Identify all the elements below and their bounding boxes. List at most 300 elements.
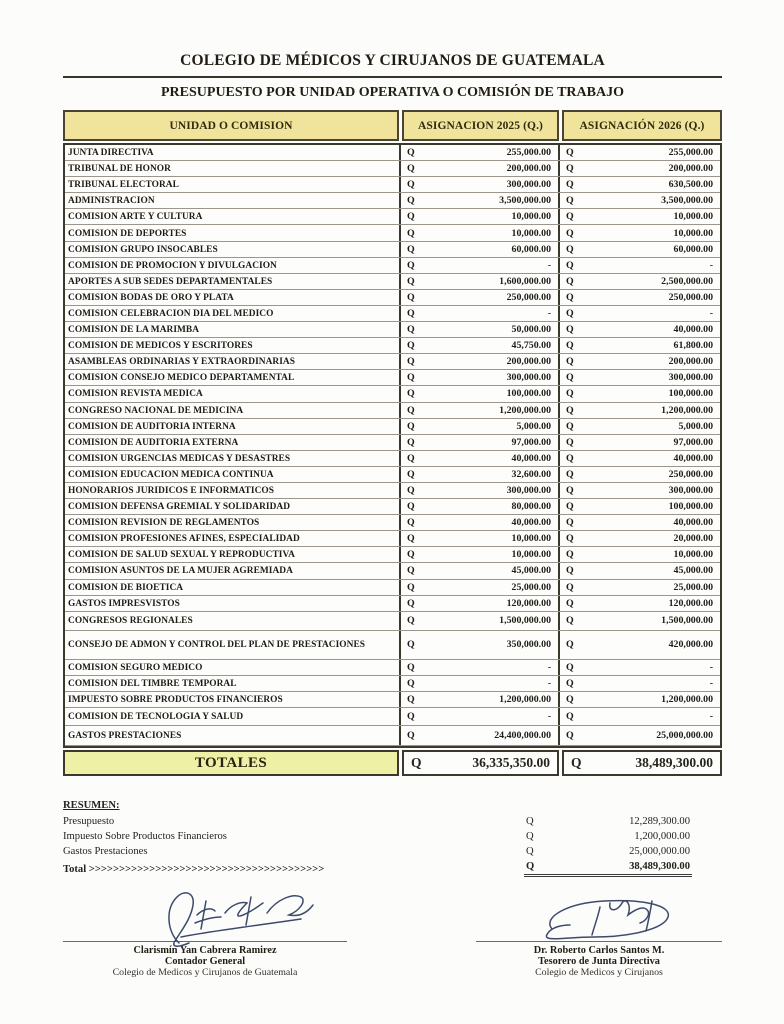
amount-2026-value: 5,000.00 [678,420,713,432]
budget-table-body [63,143,722,748]
currency-symbol: Q [407,372,415,384]
row-label: GASTOS IMPRESVISTOS [68,598,180,609]
totals-amount-2026 [562,750,722,776]
amount-2026-cell [558,354,720,369]
summary-item-amount [524,829,692,844]
currency-symbol: Q [407,436,415,448]
table-row [65,451,720,467]
currency-symbol: Q [566,195,574,207]
summary-total-row [63,859,722,877]
amount-2026-cell [558,386,720,401]
row-label: COMISION GRUPO INSOCABLES [68,244,218,255]
amount-2026-cell [558,483,720,498]
currency-symbol: Q [407,324,415,336]
row-label: COMISION EDUCACION MEDICA CONTINUA [68,469,274,480]
amount-2026-cell [558,547,720,562]
summary-amount-value: 12,289,300.00 [629,816,690,827]
amount-2025-cell [399,370,558,385]
totals-2025-value: 36,335,350.00 [472,755,550,770]
amount-2026-cell [558,726,720,745]
row-label: CONGRESO NACIONAL DE MEDICINA [68,405,244,416]
amount-2026-cell [558,419,720,434]
table-row [65,435,720,451]
amount-2025-value: 40,000.00 [511,452,551,464]
table-row [65,306,720,322]
amount-2026-value: 120,000.00 [668,597,713,609]
currency-symbol: Q [566,275,574,287]
amount-2026-cell [558,612,720,630]
amount-2025-value: 24,400,000.00 [494,730,551,741]
row-label: ADMINISTRACION [68,196,155,207]
currency-symbol: Q [566,259,574,271]
currency-symbol: Q [566,677,574,689]
table-row [65,515,720,531]
amount-2026-value: 60,000.00 [673,243,713,255]
summary-heading: RESUMEN: [63,800,120,811]
amount-2025-cell [399,338,558,353]
signatory-name-right: Dr. Roberto Carlos Santos M. [533,945,665,956]
summary-item-label: Presupuesto [63,816,115,827]
currency-symbol: Q [407,356,415,368]
amount-2025-value: 10,000.00 [511,549,551,561]
currency-symbol: Q [407,404,415,416]
row-label: COMISION ASUNTOS DE LA MUJER AGREMIADA [68,566,293,577]
row-label: COMISION ARTE Y CULTURA [68,212,203,223]
currency-symbol: Q [407,340,415,352]
amount-2026-value: 61,800.00 [673,340,713,352]
amount-2025-cell [399,660,558,675]
amount-2025-cell [399,419,558,434]
summary-item-label: Impuesto Sobre Productos Financieros [63,831,227,842]
amount-2025-cell [399,209,558,224]
signature-left-scribble [151,885,321,949]
amount-2025-cell [399,386,558,401]
amount-2026-value: 10,000.00 [673,549,713,561]
currency-symbol: Q [407,639,415,651]
amount-2025-value: 1,200,000.00 [499,404,551,416]
currency-symbol: Q [566,730,574,741]
row-label: CONGRESOS REGIONALES [68,616,193,627]
amount-2025-cell [399,274,558,289]
row-label: COMISION CONSEJO MEDICO DEPARTAMENTAL [68,373,295,384]
amount-2026-value: 40,000.00 [673,517,713,529]
amount-2025-cell [399,306,558,321]
table-row [65,631,720,660]
table-row [65,660,720,676]
amount-2026-value: - [709,259,713,271]
currency-symbol: Q [566,597,574,609]
header-cell-unit: UNIDAD O COMISION [63,110,399,141]
amount-2026-value: 97,000.00 [673,436,713,448]
amount-2025-cell [399,515,558,530]
amount-2025-cell [399,676,558,691]
currency-symbol: Q [566,436,574,448]
currency-symbol: Q [407,661,415,673]
amount-2025-value: 5,000.00 [516,420,551,432]
amount-2025-value: 45,750.00 [511,340,551,352]
row-label: CONSEJO DE ADMON Y CONTROL DEL PLAN DE PRESTACIONES [68,640,366,651]
header-cell-2025: ASIGNACION 2025 (Q.) [402,110,559,141]
row-label: COMISION DEFENSA GREMIAL Y SOLIDARIDAD [68,502,291,513]
currency-symbol: Q [407,291,415,303]
amount-2026-value: - [709,711,713,722]
currency-symbol: Q [407,615,415,627]
amount-2025-cell [399,612,558,630]
amount-2026-cell [558,177,720,192]
amount-2026-cell [558,209,720,224]
amount-2025-value: 40,000.00 [511,517,551,529]
table-row [65,225,720,241]
currency-symbol: Q [566,639,574,651]
table-row [65,370,720,386]
amount-2026-cell [558,274,720,289]
table-row [65,274,720,290]
amount-2026-value: 1,200,000.00 [661,693,713,705]
amount-2025-cell [399,242,558,257]
amount-2026-cell [558,290,720,305]
amount-2025-cell [399,193,558,208]
currency-symbol: Q [407,501,415,513]
amount-2026-value: 40,000.00 [673,324,713,336]
row-label: COMISION PROFESIONES AFINES, ESPECIALIDAD [68,534,300,545]
totals-2026-value: 38,489,300.00 [635,755,713,770]
amount-2025-cell [399,531,558,546]
currency-symbol: Q [566,307,574,319]
table-row [65,177,720,193]
currency-symbol: Q [407,533,415,545]
signature-right-scribble [534,887,684,953]
summary-total-value: 38,489,300.00 [629,861,690,872]
row-label: COMISION BODAS DE ORO Y PLATA [68,292,234,303]
amount-2026-cell [558,225,720,240]
row-label: IMPUESTO SOBRE PRODUCTOS FINANCIEROS [68,694,283,705]
table-row [65,726,720,746]
table-row [65,403,720,419]
amount-2025-value: 100,000.00 [506,388,551,400]
currency-symbol: Q [407,677,415,689]
budget-document [63,0,722,978]
amount-2025-value: 1,200,000.00 [499,693,551,705]
table-row [65,209,720,225]
amount-2026-cell [558,193,720,208]
amount-2026-value: 10,000.00 [673,211,713,223]
amount-2026-cell [558,631,720,659]
currency-symbol: Q [566,615,574,627]
currency-symbol: Q [407,693,415,705]
amount-2025-cell [399,547,558,562]
amount-2025-value: 10,000.00 [511,227,551,239]
currency-symbol: Q [526,831,534,842]
amount-2026-cell [558,676,720,691]
row-label: COMISION DE MEDICOS Y ESCRITORES [68,341,253,352]
signatory-role-right: Tesorero de Junta Directiva [538,956,660,967]
currency-symbol: Q [407,179,415,191]
amount-2026-cell [558,515,720,530]
totals-label: TOTALES [63,750,399,776]
amount-2025-value: - [547,661,551,673]
amount-2026-value: 25,000.00 [673,581,713,593]
row-label: COMISION REVISION DE REGLAMENTOS [68,518,260,529]
signature-ink-right [476,885,722,941]
currency-symbol: Q [566,420,574,432]
amount-2026-value: 200,000.00 [668,356,713,368]
summary-item-amount [524,844,692,859]
amount-2025-cell [399,563,558,578]
table-row [65,692,720,708]
table-row [65,499,720,515]
currency-symbol: Q [566,517,574,529]
amount-2026-cell [558,306,720,321]
currency-symbol: Q [566,340,574,352]
amount-2026-cell [558,563,720,578]
amount-2026-cell [558,370,720,385]
signature-ink-left [63,885,347,941]
amount-2025-value: 200,000.00 [506,356,551,368]
amount-2025-cell [399,499,558,514]
amount-2026-cell [558,692,720,707]
table-row [65,258,720,274]
currency-symbol: Q [407,581,415,593]
summary-item-amount [524,814,692,829]
currency-symbol: Q [526,861,535,872]
amount-2025-value: 350,000.00 [506,639,551,651]
amount-2026-cell [558,596,720,611]
amount-2026-cell [558,338,720,353]
amount-2026-value: 1,500,000.00 [661,615,713,627]
currency-symbol: Q [407,549,415,561]
currency-symbol: Q [566,565,574,577]
currency-symbol: Q [566,468,574,480]
amount-2026-cell [558,467,720,482]
amount-2025-cell [399,708,558,725]
currency-symbol: Q [407,211,415,223]
summary-amount-value: 25,000,000.00 [629,846,690,857]
amount-2025-value: 80,000.00 [511,501,551,513]
summary-item [63,829,722,844]
table-row [65,483,720,499]
currency-symbol: Q [407,243,415,255]
table-row [65,676,720,692]
amount-2025-cell [399,451,558,466]
currency-symbol: Q [407,195,415,207]
currency-symbol: Q [407,147,415,159]
amount-2025-value: 25,000.00 [511,581,551,593]
currency-symbol: Q [566,711,574,722]
table-row [65,161,720,177]
amount-2025-cell [399,161,558,176]
row-label: COMISION CELEBRACION DIA DEL MEDICO [68,308,274,319]
amount-2026-value: - [709,307,713,319]
currency-symbol: Q [407,307,415,319]
row-label: APORTES A SUB SEDES DEPARTAMENTALES [68,276,273,287]
amount-2026-value: 420,000.00 [668,639,713,651]
table-row [65,612,720,631]
amount-2025-value: 300,000.00 [506,372,551,384]
row-label: JUNTA DIRECTIVA [68,148,154,159]
currency-symbol: Q [566,356,574,368]
table-row [65,145,720,161]
row-label: COMISION SEGURO MEDICO [68,662,203,673]
summary-total-label: Total >>>>>>>>>>>>>>>>>>>>>>>>>>>>>>>>>>>>>>> [63,864,325,875]
amount-2026-cell [558,708,720,725]
currency-symbol: Q [526,816,534,827]
amount-2026-cell [558,580,720,595]
table-header-row [63,110,722,141]
table-row [65,242,720,258]
amount-2025-value: - [547,711,551,722]
row-label: COMISION DEL TIMBRE TEMPORAL [68,678,237,689]
currency-symbol: Q [566,211,574,223]
row-label: COMISION DE SALUD SEXUAL Y REPRODUCTIVA [68,550,295,561]
signatory-name-left: Clarismín Yan Cabrera Ramirez [133,945,277,956]
amount-2025-cell [399,354,558,369]
currency-symbol: Q [407,452,415,464]
currency-symbol: Q [407,485,415,497]
amount-2026-value: 1,200,000.00 [661,404,713,416]
amount-2025-value: - [547,307,551,319]
summary-section [63,800,722,877]
table-row [65,708,720,726]
amount-2025-value: 50,000.00 [511,324,551,336]
amount-2025-cell [399,225,558,240]
currency-symbol: Q [566,501,574,513]
currency-symbol: Q [566,147,574,159]
signature-section [63,885,722,978]
amount-2025-value: 1,600,000.00 [499,275,551,287]
amount-2026-value: 20,000.00 [673,533,713,545]
table-row [65,290,720,306]
row-label: TRIBUNAL ELECTORAL [68,180,179,191]
amount-2025-value: 60,000.00 [511,243,551,255]
table-row [65,547,720,563]
table-row [65,419,720,435]
row-label: HONORARIOS JURIDICOS E INFORMATICOS [68,486,275,497]
amount-2025-value: 200,000.00 [506,163,551,175]
amount-2025-value: 97,000.00 [511,436,551,448]
amount-2026-value: 10,000.00 [673,227,713,239]
amount-2026-value: 300,000.00 [668,485,713,497]
page-subtitle: PRESUPUESTO POR UNIDAD OPERATIVA O COMISIÓN DE TRABAJO [161,85,624,100]
currency-symbol: Q [407,597,415,609]
header-cell-2026: ASIGNACIÓN 2026 (Q.) [562,110,722,141]
currency-symbol: Q [407,711,415,722]
amount-2026-cell [558,435,720,450]
amount-2025-value: 1,500,000.00 [499,615,551,627]
currency-symbol: Q [566,452,574,464]
amount-2026-value: 3,500,000.00 [661,195,713,207]
currency-symbol: Q [566,388,574,400]
signature-block-left [63,885,347,978]
table-row [65,193,720,209]
currency-symbol: Q [407,565,415,577]
currency-symbol: Q [407,388,415,400]
amount-2026-value: 100,000.00 [668,501,713,513]
currency-symbol: Q [566,243,574,255]
currency-symbol: Q [407,468,415,480]
summary-total-amount [524,859,692,877]
amount-2025-value: 10,000.00 [511,533,551,545]
row-label: COMISION DE BIOETICA [68,582,184,593]
table-row [65,531,720,547]
currency-symbol: Q [566,324,574,336]
amount-2025-cell [399,177,558,192]
currency-symbol: Q [566,485,574,497]
amount-2026-value: 45,000.00 [673,565,713,577]
row-label: COMISION URGENCIAS MEDICAS Y DESASTRES [68,453,291,464]
amount-2025-cell [399,322,558,337]
amount-2026-value: 2,500,000.00 [661,275,713,287]
row-label: TRIBUNAL DE HONOR [68,164,171,175]
table-row [65,563,720,579]
currency-symbol: Q [566,404,574,416]
amount-2025-cell [399,145,558,160]
row-label: COMISION DE DEPORTES [68,228,187,239]
currency-symbol: Q [571,755,582,770]
currency-symbol: Q [566,163,574,175]
amount-2025-value: 3,500,000.00 [499,195,551,207]
amount-2025-cell [399,483,558,498]
totals-amount-2025 [402,750,559,776]
amount-2025-cell [399,290,558,305]
amount-2025-cell [399,692,558,707]
amount-2026-value: 100,000.00 [668,388,713,400]
amount-2025-value: 250,000.00 [506,291,551,303]
amount-2025-value: 32,600.00 [511,468,551,480]
row-label: COMISION DE LA MARIMBA [68,325,200,336]
title-divider [63,76,722,78]
currency-symbol: Q [407,163,415,175]
amount-2025-cell [399,726,558,745]
amount-2026-value: - [709,661,713,673]
row-label: GASTOS PRESTACIONES [68,731,182,741]
amount-2025-cell [399,258,558,273]
amount-2026-value: 250,000.00 [668,468,713,480]
currency-symbol: Q [566,179,574,191]
currency-symbol: Q [407,259,415,271]
amount-2025-cell [399,467,558,482]
amount-2026-cell [558,451,720,466]
amount-2026-cell [558,660,720,675]
currency-symbol: Q [566,549,574,561]
summary-item-label: Gastos Prestaciones [63,846,148,857]
signatory-org-left: Colegio de Medicos y Cirujanos de Guatemala [112,967,298,978]
amount-2025-value: - [547,259,551,271]
amount-2026-value: 250,000.00 [668,291,713,303]
amount-2026-cell [558,499,720,514]
table-row [65,596,720,612]
currency-symbol: Q [566,372,574,384]
signatory-org-right: Colegio de Medicos y Cirujanos [535,967,663,978]
amount-2025-value: 120,000.00 [506,597,551,609]
row-label: ASAMBLEAS ORDINARIAS Y EXTRAORDINARIAS [68,357,296,368]
currency-symbol: Q [566,227,574,239]
table-row [65,322,720,338]
table-row [65,386,720,402]
amount-2025-cell [399,580,558,595]
amount-2026-value: 300,000.00 [668,372,713,384]
amount-2025-value: 45,000.00 [511,565,551,577]
currency-symbol: Q [566,291,574,303]
signature-block-right [476,885,722,978]
row-label: COMISION DE PROMOCION Y DIVULGACION [68,260,277,271]
amount-2025-value: 300,000.00 [506,179,551,191]
row-label: COMISION DE AUDITORIA INTERNA [68,421,236,432]
table-row [65,338,720,354]
summary-amount-value: 1,200,000.00 [634,831,690,842]
amount-2026-cell [558,145,720,160]
currency-symbol: Q [407,420,415,432]
page-title: COLEGIO DE MÉDICOS Y CIRUJANOS DE GUATEMALA [180,52,605,69]
